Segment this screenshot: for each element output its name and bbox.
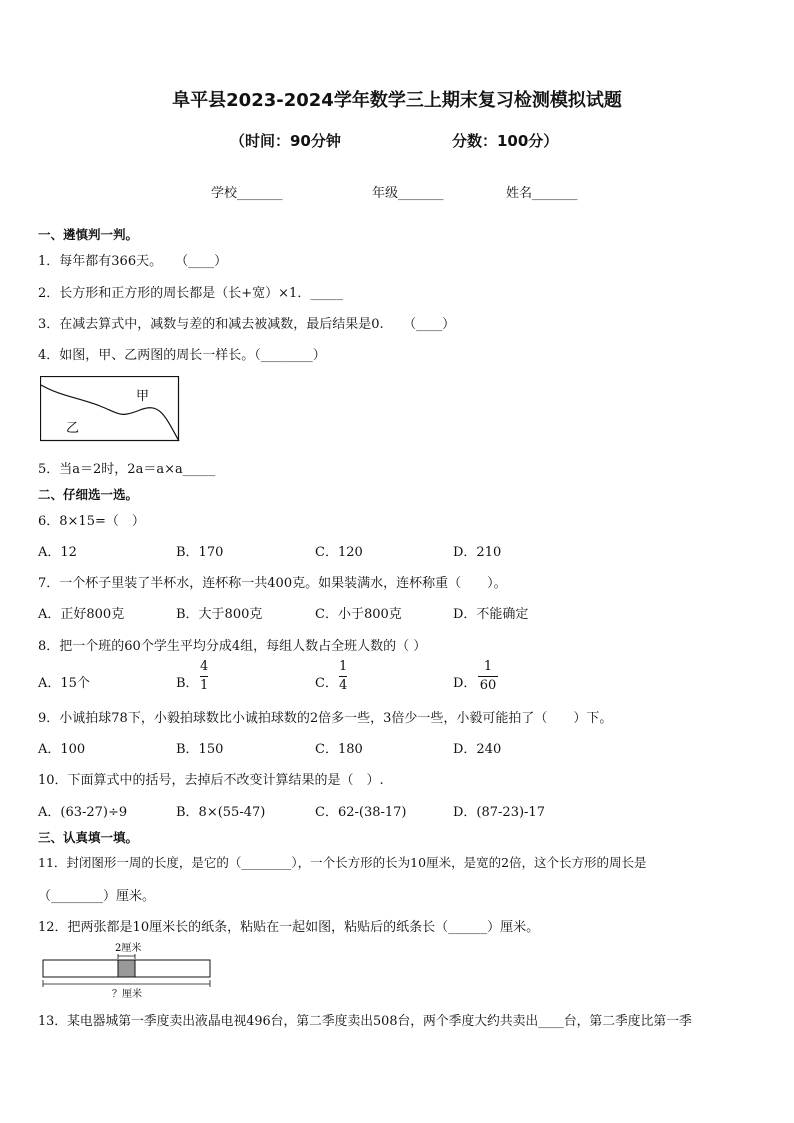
q8-option-a: A．15个 xyxy=(38,676,90,691)
fraction-numerator: 1 xyxy=(483,659,493,674)
question-5: 5．当a＝2时，2a＝a×a_____ xyxy=(38,462,216,477)
q8-option-b: B． xyxy=(176,676,199,691)
fraction-numerator: 1 xyxy=(339,659,348,674)
fraction-denominator: 4 xyxy=(339,678,348,693)
q6-option-a: A．12 xyxy=(38,545,77,560)
exam-time: （时间：90分钟 xyxy=(230,132,341,150)
q10-option-d: D．(87-23)-17 xyxy=(453,805,545,820)
q4-label-yi: 乙 xyxy=(66,421,80,436)
question-7: 7．一个杯子里装了半杯水，连杯称一共400克。如果装满水，连杯称重（ ）。 xyxy=(38,576,507,591)
q6-option-c: C．120 xyxy=(315,545,363,560)
q8-option-d: D． xyxy=(453,676,477,691)
question-12: 12．把两张都是10厘米长的纸条，粘贴在一起如图，粘贴后的纸条长（______）厘米。 xyxy=(38,920,540,935)
fraction-numerator: 4 xyxy=(200,659,209,674)
section-1-heading: 一、遴慎判一判。 xyxy=(38,227,139,242)
q9-option-a: A．100 xyxy=(38,742,86,757)
q7-option-a: A．正好800克 xyxy=(38,607,125,622)
question-10: 10．下面算式中的括号，去掉后不改变计算结果的是（ ）. xyxy=(38,773,384,788)
q12-label-bottom: ？厘米 xyxy=(112,989,142,1000)
exam-title: 阜平县2023-2024学年数学三上期末复习检测模拟试题 xyxy=(172,90,622,111)
q10-option-b: B．8×(55-47) xyxy=(176,805,266,820)
question-11-line-1: 11．封闭图形一周的长度，是它的（________），一个长方形的长为10厘米，是宽的2倍，这个长方形的周长是 xyxy=(38,855,647,870)
question-6: 6．8×15=（ ） xyxy=(38,514,145,529)
q4-figure xyxy=(40,376,180,442)
q12-figure xyxy=(40,940,220,1002)
q4-label-jia: 甲 xyxy=(136,389,150,404)
q8-fraction-c xyxy=(339,659,347,694)
question-9: 9．小诚拍球78下，小毅拍球数比小诚拍球数的2倍多一些，3倍少一些，小毅可能拍了（ ）下。 xyxy=(38,711,613,726)
name-field: 姓名_______ xyxy=(506,186,578,201)
exam-score: 分数：100分） xyxy=(452,132,559,150)
question-4: 4．如图，甲、乙两图的周长一样长。（________） xyxy=(38,348,326,363)
question-1: 1．每年都有366天。 （____） xyxy=(38,254,228,269)
q7-option-d: D．不能确定 xyxy=(453,607,529,622)
q12-label-top: 2厘米 xyxy=(115,943,142,954)
q8-fraction-d xyxy=(478,659,498,694)
q10-option-a: A．(63-27)÷9 xyxy=(38,805,128,820)
fraction-denominator: 60 xyxy=(479,678,497,693)
section-2-heading: 二、仔细选一选。 xyxy=(38,487,139,502)
q6-option-b: B．170 xyxy=(176,545,224,560)
q9-option-c: C．180 xyxy=(315,742,363,757)
q7-option-c: C．小于800克 xyxy=(315,607,402,622)
q10-option-c: C．62-(38-17) xyxy=(315,805,407,820)
q9-option-d: D．240 xyxy=(453,742,502,757)
section-3-heading: 三、认真填一填。 xyxy=(38,830,139,845)
q9-option-b: B．150 xyxy=(176,742,224,757)
question-8: 8．把一个班的60个学生平均分成4组，每组人数占全班人数的（ ） xyxy=(38,639,427,654)
grade-field: 年级_______ xyxy=(372,186,444,201)
question-11-line-2: （________）厘米。 xyxy=(38,889,156,904)
fraction-denominator: 1 xyxy=(200,678,209,693)
q6-option-d: D．210 xyxy=(453,545,502,560)
question-3: 3．在减去算式中，减数与差的和减去被减数，最后结果是0. （____） xyxy=(38,317,456,332)
question-2: 2．长方形和正方形的周长都是（长+宽）×1．_____ xyxy=(38,286,343,301)
q7-option-b: B．大于800克 xyxy=(176,607,263,622)
q8-fraction-b xyxy=(200,659,208,694)
school-field: 学校_______ xyxy=(211,186,283,201)
q8-option-c: C． xyxy=(315,676,338,691)
question-13: 13．某电器城第一季度卖出液晶电视496台，第二季度卖出508台，两个季度大约共卖出____台，第二季度比第一季 xyxy=(38,1014,692,1029)
